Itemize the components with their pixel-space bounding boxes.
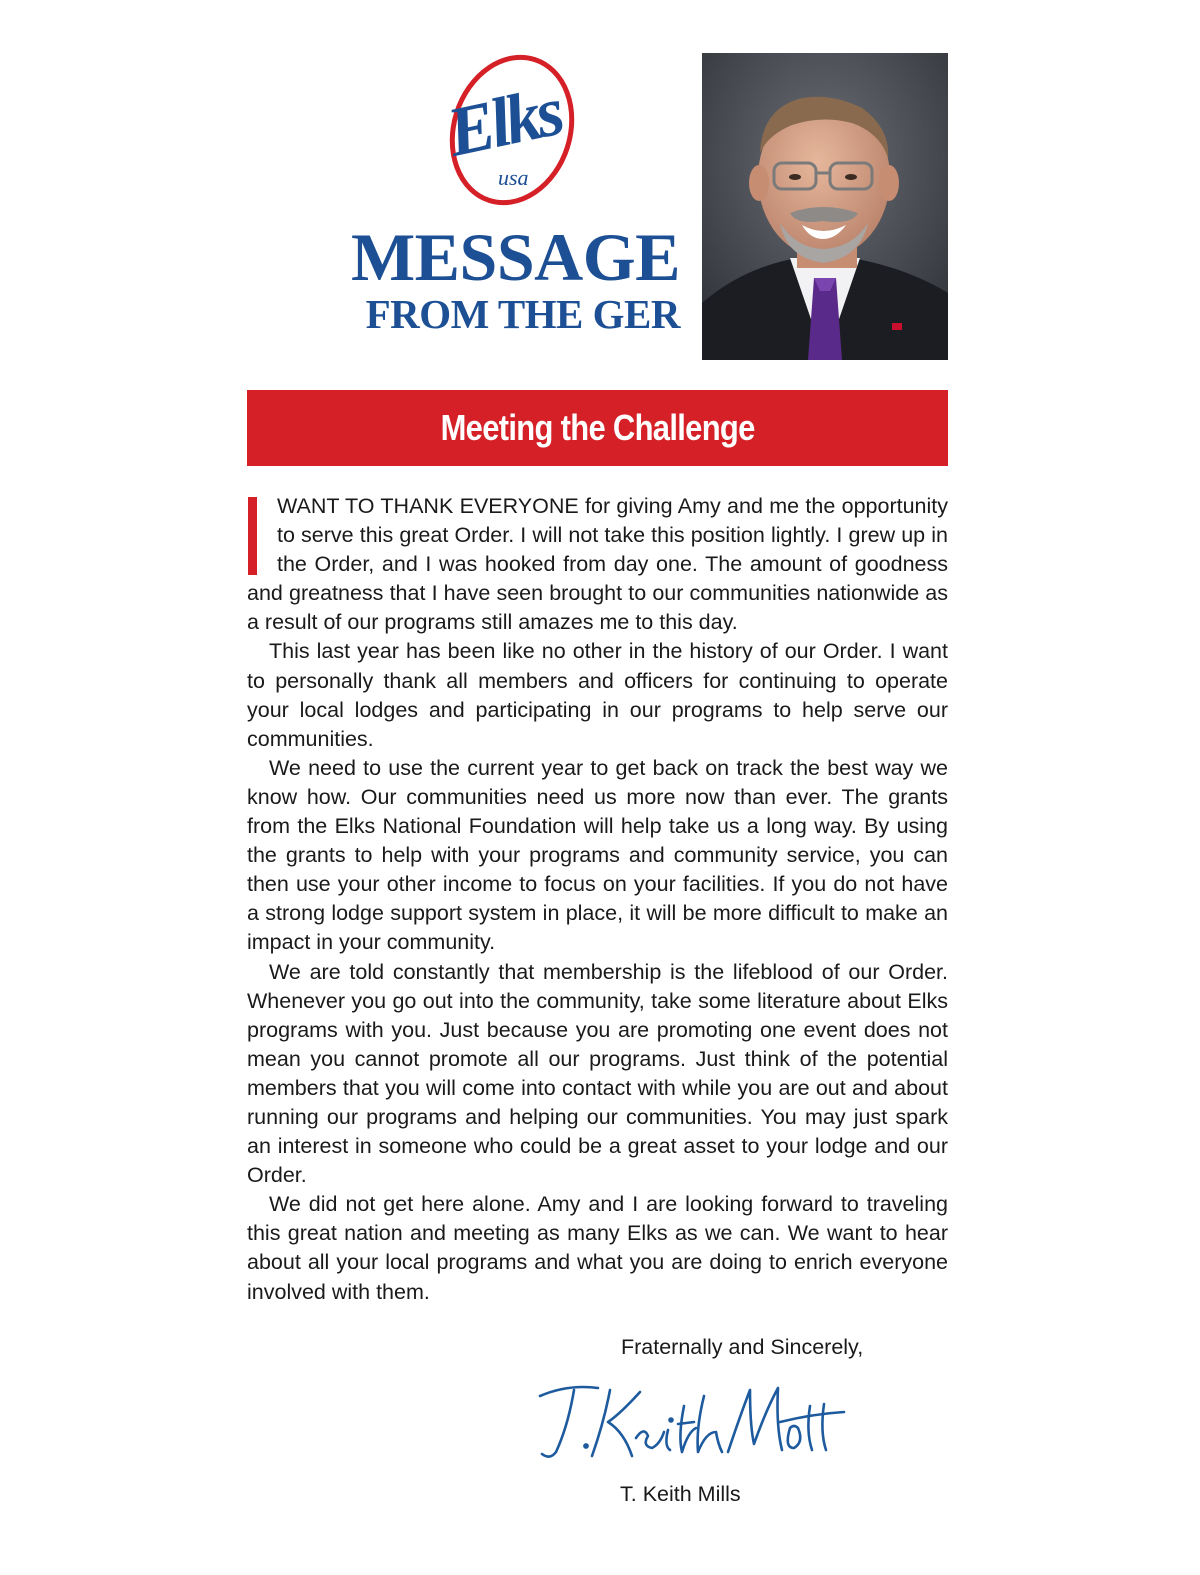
banner-title: Meeting the Challenge <box>440 407 755 448</box>
page-subtitle: FROM THE GER <box>365 291 680 337</box>
portrait-photo <box>702 53 948 360</box>
article-paragraph: This last year has been like no other in the history of our Order. I want to personally thank all members and officers for continuing to operate your local lodges and participating in our programs to help serve our communities. <box>247 639 948 751</box>
article-paragraph: We are told constantly that membership is the lifeblood of our Order. Whenever you go out into the community, take some literature about Elks programs with you. Just because you are promoting one event does not mean you cannot promote all our programs. Just think of the potential members that you will come into contact with while you are out and about running our programs and helping our communities. You may just spark an interest in someone who could be a great asset to your lodge and our Order. <box>247 959 948 1188</box>
article-paragraph: We need to use the current year to get back on track the best way we know how. Our communities need us more now than ever. The grants from the Elks National Foundation will help take us a long way. By using the grants to help with your programs and community service, you can then use your other income to focus on your facilities. If you do not have a strong lodge support system in place, it will be more difficult to make an impact in your community. <box>247 755 948 955</box>
drop-cap-i-icon <box>248 497 257 575</box>
article-paragraph <box>247 492 948 637</box>
logo-brand-text: Elks <box>441 73 568 172</box>
closing-salutation: Fraternally and Sincerely, <box>621 1335 864 1359</box>
handwritten-signature <box>528 1366 848 1476</box>
paragraph-text: WANT TO THANK EVERYONE for giving Amy and me the opportunity to serve this great Order. I will not take this position lightly. I grew up in the Order, and I was hooked from day one. The amount of goodness and greatness that I have seen brought to our communities nationwide as a result of our programs still amazes me to this day. <box>247 494 948 635</box>
elks-logo-icon <box>440 52 590 212</box>
elks-usa-logo <box>440 52 590 212</box>
page-title: MESSAGE <box>350 219 680 295</box>
portrait-icon <box>702 53 948 360</box>
article-body <box>247 492 948 1307</box>
article-paragraph: We did not get here alone. Amy and I are looking forward to traveling this great nation and meeting as many Elks as we can. We want to hear about all your local programs and what you are doing to enrich everyone involved with them. <box>247 1192 948 1304</box>
logo-country-text: usa <box>498 165 529 190</box>
signature-icon <box>528 1366 848 1476</box>
signer-name: T. Keith Mills <box>620 1482 741 1506</box>
section-banner <box>247 390 948 466</box>
header-title-block <box>270 219 680 337</box>
